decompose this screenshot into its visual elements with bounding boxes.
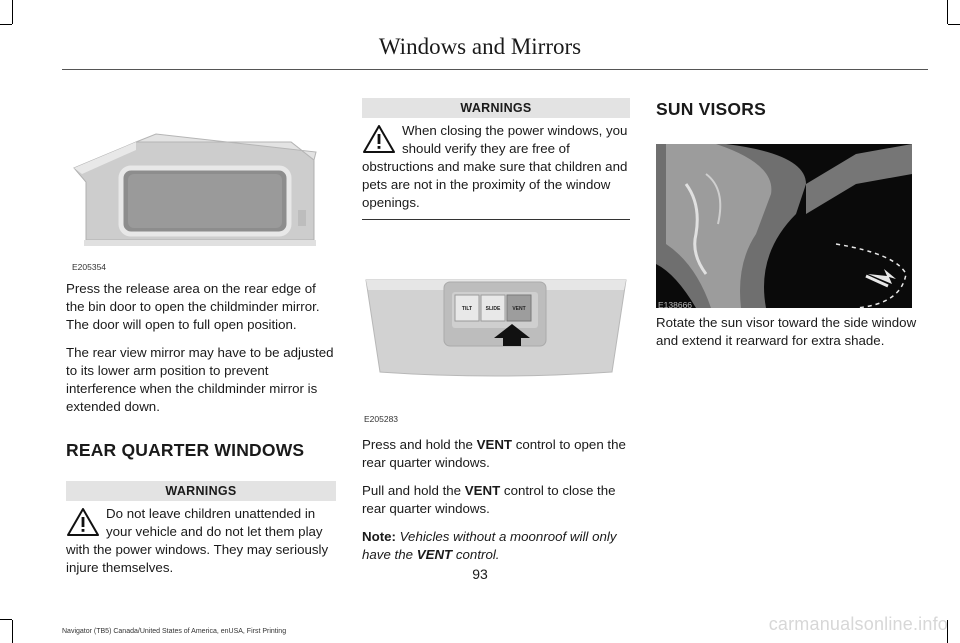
warning-heading: WARNINGS — [66, 481, 336, 501]
overhead-console-figure — [362, 260, 630, 440]
figure-code: E138666 — [658, 300, 693, 310]
warning-text: Do not leave children unattended in your vehicle and do not let them play with the power windows. They may seriously injure themselves. — [66, 506, 329, 575]
page-number: 93 — [472, 566, 488, 582]
paragraph — [362, 482, 630, 518]
warning-divider — [362, 219, 630, 220]
childminder-mirror-figure — [66, 90, 336, 270]
overhead-console-illustration — [362, 260, 630, 385]
sun-visor-illustration — [656, 144, 914, 309]
text-run: Pull and hold the — [362, 483, 465, 498]
crop-mark — [0, 24, 12, 25]
slide-button-label: SLIDE — [485, 306, 501, 312]
footer-text: Navigator (TB5) Canada/United States of America, enUSA, First Printing — [62, 628, 287, 635]
crop-mark — [948, 24, 960, 25]
paragraph — [362, 436, 630, 472]
sun-visor-figure — [656, 144, 928, 314]
tilt-button-label: TILT — [461, 306, 473, 312]
vent-control-label: VENT — [416, 547, 453, 562]
note-label: Note: — [362, 529, 396, 544]
header-divider — [62, 69, 928, 70]
crop-mark — [12, 0, 13, 24]
note — [362, 528, 630, 564]
crop-mark — [12, 620, 13, 643]
section-heading: SUN VISORS — [656, 99, 766, 119]
warning-triangle-icon — [362, 124, 396, 154]
column-right — [656, 99, 928, 360]
text-run: control to close the rear quarter windows. — [362, 483, 616, 516]
paragraph: The rear view mirror may have to be adjusted to its lower arm position to prevent interference when the childminder mirror is extended down. — [66, 345, 334, 414]
column-middle — [362, 98, 630, 574]
text-run: control. — [452, 547, 500, 562]
childminder-mirror-illustration — [66, 90, 336, 270]
section-heading: REAR QUARTER WINDOWS — [66, 440, 305, 460]
vent-button-label: VENT — [512, 306, 526, 312]
figure-code: E205354 — [72, 262, 107, 272]
text-run: Press and hold the — [362, 437, 477, 452]
warning-heading: WARNINGS — [362, 98, 630, 118]
crop-mark — [0, 619, 12, 620]
figure-code: E205283 — [364, 414, 399, 424]
watermark: carmanualsonline.info — [768, 614, 948, 634]
warning-text: When closing the power windows, you should verify they are free of obstructions and make sure that children and pets are not in the proximity of the window openings. — [362, 123, 628, 210]
text-run: Vehicles without a moonroof will only have the — [362, 529, 617, 562]
paragraph: Press the release area on the rear edge of the bin door to open the childminder mirror. The door will open to full open position. — [66, 281, 320, 332]
paragraph: Rotate the sun visor toward the side window and extend it rearward for extra shade. — [656, 315, 917, 348]
crop-mark — [947, 0, 948, 24]
text-run: control to open the rear quarter windows. — [362, 437, 626, 470]
vent-control-label: VENT — [476, 437, 513, 452]
warning-triangle-icon — [66, 507, 100, 537]
warning-box — [362, 118, 630, 212]
vent-control-label: VENT — [464, 483, 501, 498]
page-title: Windows and Mirrors — [378, 34, 582, 59]
column-left — [66, 90, 336, 577]
